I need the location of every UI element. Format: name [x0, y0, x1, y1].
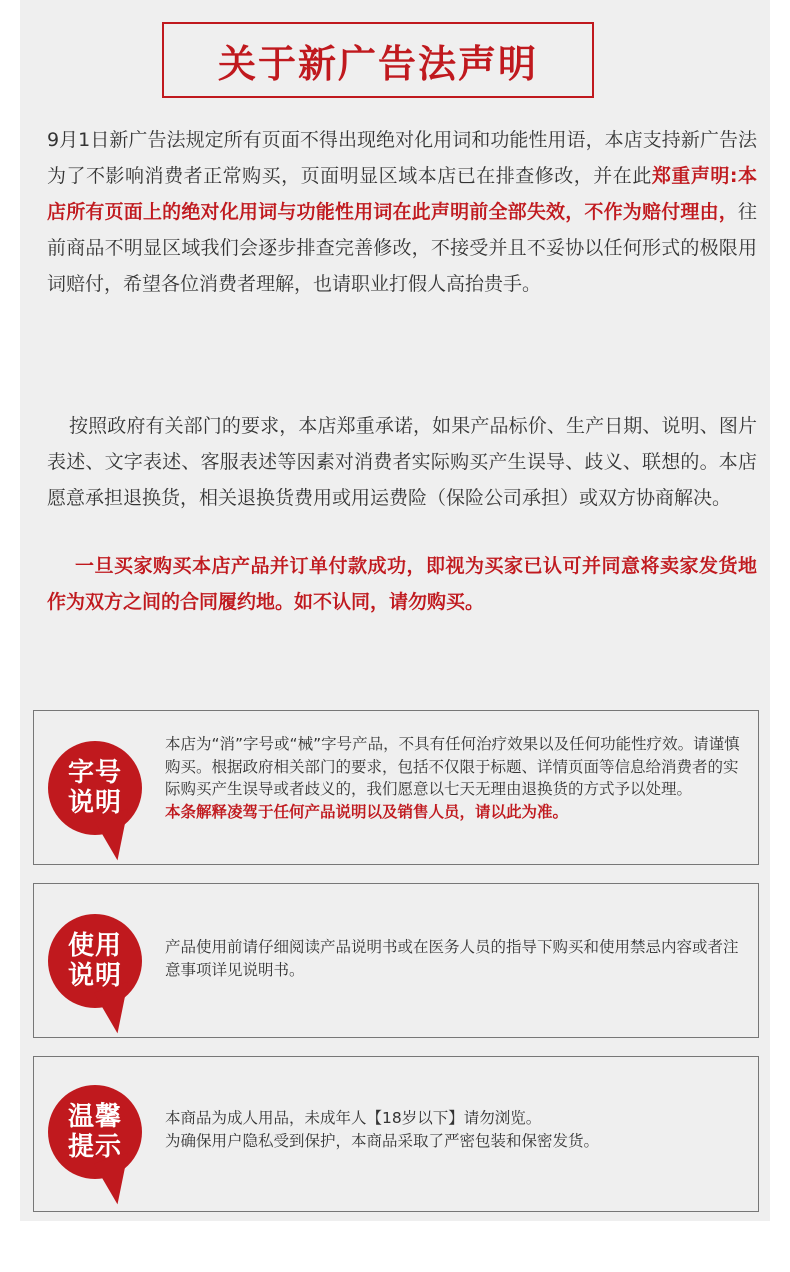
speech-bubble-icon [48, 1085, 142, 1179]
notice-box-usage [33, 883, 759, 1038]
notice-badge-label: 使用说明 [67, 931, 122, 991]
notice-highlight: 本条解释凌驾于任何产品说明以及销售人员，请以此为准。 [165, 802, 569, 821]
notice-box-trademark [33, 710, 759, 865]
title-box [162, 22, 594, 98]
statement-paragraph-3: 一旦买家购买本店产品并订单付款成功，即视为买家已认可并同意将卖家发货地作为双方之间的合同履约地。如不认同，请勿购买。 [47, 555, 757, 613]
statement-highlight: 郑重声明:本店所有页面上的绝对化用词与功能性用词在此声明前全部失效，不作为赔付理由， [47, 165, 757, 223]
notice-line-1: 本商品为成人用品，未成年人【18岁以下】请勿浏览。 [165, 1109, 542, 1127]
speech-bubble-icon [48, 741, 142, 835]
page-title: 关于新广告法声明 [217, 41, 538, 86]
notice-text: 产品使用前请仔细阅读产品说明书或在医务人员的指导下购买和使用禁忌内容或者注意事项详见说明书。 [165, 938, 739, 979]
speech-bubble-icon [48, 914, 142, 1008]
notice-line-2: 为确保用户隐私受到保护，本商品采取了严密包装和保密发货。 [165, 1131, 600, 1150]
notice-text [165, 1107, 746, 1152]
notice-body: 本店为“消”字号或“械”字号产品，不具有任何治疗效果以及任何功能性疗效。请谨慎购买。根据政府相关部门的要求，包括不仅限于标题、详情页面等信息给消费者的实际购买产生误导或者歧义的，我们愿意以七天无理由退换货的方式予以处理。 [165, 735, 740, 798]
notice-badge-label: 字号说明 [67, 758, 122, 818]
statement-paragraph-1 [47, 122, 757, 302]
statement-text-a: 9月1日新广告法规定所有页面不得出现绝对化用词和功能性用语，本店支持新广告法为了不影响消费者正常购买，页面明显区域本店已在排查修改，并在此 [47, 129, 757, 187]
notice-box-reminder [33, 1056, 759, 1212]
notice-text [165, 733, 746, 823]
statement-paragraph-2: 按照政府有关部门的要求，本店郑重承诺，如果产品标价、生产日期、说明、图片表述、文字表述、客服表述等因素对消费者实际购买产生误导、歧义、联想的。本店愿意承担退换货，相关退换货费用或用运费险（保险公司承担）或双方协商解决。 [47, 415, 757, 509]
notice-badge-label: 温馨提示 [67, 1102, 122, 1162]
statement-text-b: 往前商品不明显区域我们会逐步排查完善修改，不接受并且不妥协以任何形式的极限用词赔付，希望各位消费者理解，也请职业打假人高抬贵手。 [47, 201, 757, 295]
